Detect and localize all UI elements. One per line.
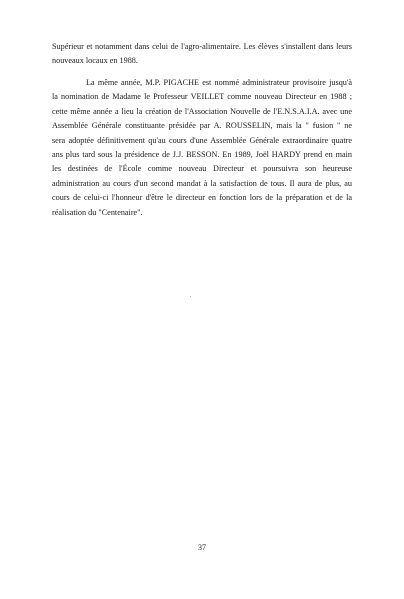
paragraph-2-line: La même année, M.P. PIGACHE est nommé administrateur provisoire jusqu'à [86, 78, 352, 87]
paragraph-2-line: cours de celui-ci l'honneur d'être le directeur en fonction lors de la préparation et de la [52, 193, 352, 203]
paragraph-2-line: la nomination de Madame le Professeur VEILLET comme nouveau Directeur en 1988 ; [52, 92, 352, 102]
paragraph-1-line: nouveaux locaux en 1988. [52, 56, 138, 66]
paragraph-2-line: administration au cours d'un second mandat à la satisfaction de tous. Il aura de plus, au [52, 178, 352, 188]
paragraph-2-line: sera adoptée définitivement qu'au cours d'une Assemblée Générale extraordinaire quatre [52, 135, 352, 145]
paragraph-1 [52, 40, 352, 69]
paragraph-2-line: réalisation du "Centenaire". [52, 207, 143, 217]
page-number: 37 [198, 543, 206, 552]
paragraph-2-line: ans plus tard sous la présidence de J.J. BESSON. En 1989, Joël HARDY prend en main [52, 150, 352, 160]
scan-speck [190, 296, 191, 297]
paragraph-2-line: cette même année a lieu la création de l'Association Nouvelle de l'E.N.S.A.I.A. avec une [52, 106, 352, 116]
paragraph-1-line: Supérieur et notamment dans celui de l'agro-alimentaire. Les élèves s'installent dans leurs [52, 42, 352, 51]
paragraph-2 [52, 76, 352, 220]
paragraph-2-line: les destinées de l'École comme nouveau Directeur et poursuivra son heureuse [52, 164, 352, 174]
paragraph-2-line: Assemblée Générale constituante présidée par A. ROUSSELIN, mais la " fusion " ne [52, 121, 352, 131]
